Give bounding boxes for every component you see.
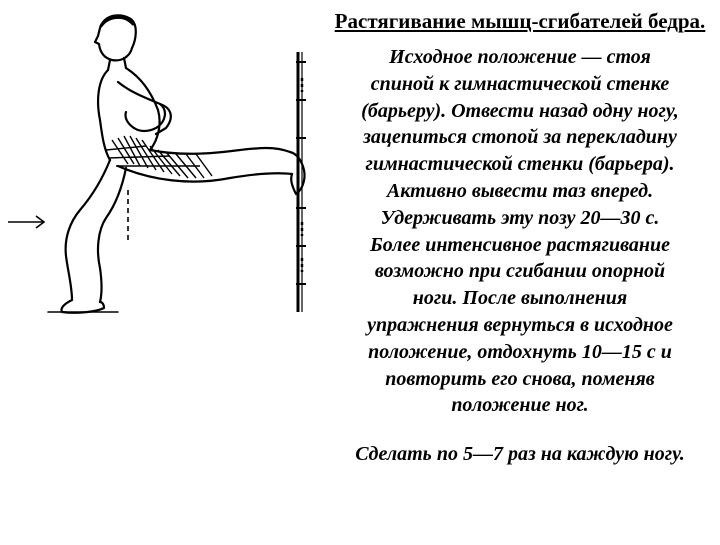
description-line: Исходное положение — стоя [389,46,651,68]
description-line: (барьеру). Отвести назад одну ногу, [361,99,679,122]
description-line: положение ног. [451,394,589,417]
description-line: Активно вывести таз вперед. [386,179,654,202]
hip-flexor-stretch-icon [0,0,330,540]
description-line: повторить его снова, поменяв [385,367,655,390]
description-line: ноги. После выполнения [412,287,628,310]
description-line: спиной к гимнастической стенке [370,72,670,95]
repetition-note: Сделать по 5—7 раз на каждую ногу. [355,443,685,466]
exercise-description [325,44,715,419]
description-line: возможно при сгибании опорной [374,260,666,283]
description-line: упражнения вернуться в исходное [367,313,673,336]
description-line: зацепиться стопой за перекладину [363,126,677,149]
description-line: Более интенсивное растягивание [369,233,671,256]
exercise-illustration [0,0,330,540]
page-title: Растягивание мышц-сгибателей бедра. [334,9,706,33]
description-line: гимнастической стенки (барьера). [365,153,675,176]
description-line: положение, отдохнуть 10—15 с и [368,340,672,363]
description-line: Удерживать эту позу 20—30 с. [380,206,660,229]
text-column [325,6,715,468]
